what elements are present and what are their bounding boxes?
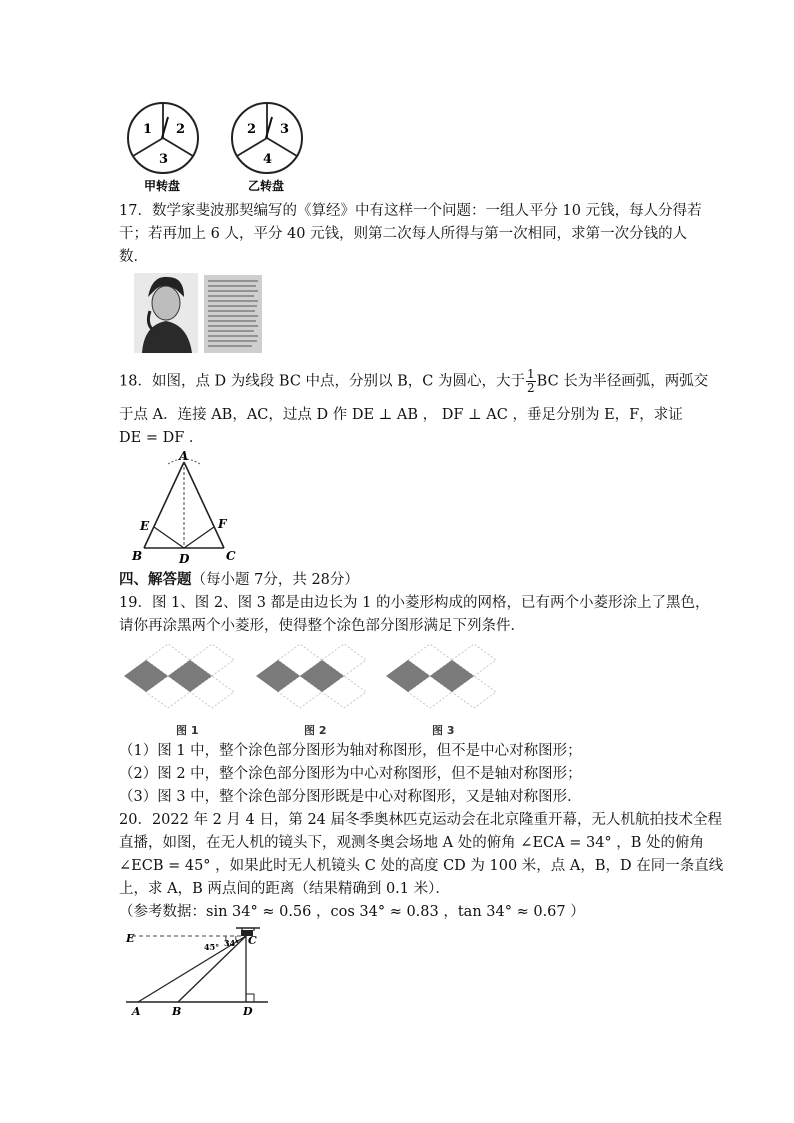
q19-grid-3 xyxy=(386,644,496,708)
spinner-jia xyxy=(128,103,198,173)
q20-line-3: ∠ECB = 45° ，如果此时无人机镜头 C 处的高度 CD 为 100 米，点 A，B，D 在同一条直线 xyxy=(119,858,724,874)
spinner-yi-sector-2: 2 xyxy=(247,122,257,137)
q20-line-1: 20．2022 年 2 月 4 日，第 24 届冬季奥林匹克运动会在北京隆重开幕，无人机航拍技术全程 xyxy=(119,812,723,828)
spinner-jia-sector-2: 2 xyxy=(176,122,186,137)
q19-fig-2-label: 图 2 xyxy=(304,724,327,737)
q18-point-a: A xyxy=(179,450,189,463)
q18-line-1a: 18．如图，点 D 为线段 BC 中点，分别以 B，C 为圆心，大于 xyxy=(119,373,525,390)
q18-point-d: D xyxy=(179,552,190,566)
q20-point-a: A xyxy=(132,1005,141,1018)
q18-point-b: B xyxy=(132,549,143,563)
spinner-yi-caption: 乙转盘 xyxy=(248,179,285,193)
fibonacci-portrait-image xyxy=(134,273,264,355)
q18-point-f: F xyxy=(218,517,227,531)
spinner-jia-sector-1: 1 xyxy=(143,122,153,137)
q20-angle-34: 34° xyxy=(224,938,240,948)
q18-frac-den: 2 xyxy=(527,381,535,395)
spinner-jia-caption: 甲转盘 xyxy=(144,179,181,193)
q19-condition-2: （2）图 2 中，整个涂色部分图形为中心对称图形，但不是轴对称图形； xyxy=(119,766,582,782)
spinner-figures xyxy=(118,100,308,196)
q19-fig-1-label: 图 1 xyxy=(176,724,199,737)
q19-grid-1 xyxy=(124,644,234,708)
spinner-yi xyxy=(232,103,302,173)
q17-line-1: 17．数学家斐波那契编写的《算经》中有这样一个问题：一组人平分 10 元钱，每人分得若 xyxy=(119,203,702,219)
section-4-note: （每小题 7分，共 28分） xyxy=(191,572,359,588)
q18-line-2: 于点 A．连接 AB，AC，过点 D 作 DE ⊥ AB ， DF ⊥ AC ，垂足分别为 E，F，求证 xyxy=(119,407,683,423)
q17-line-2: 干；若再加上 6 人，平分 40 元钱，则第二次每人所得与第一次相同，求第一次分钱的人 xyxy=(119,226,688,242)
section-4-heading xyxy=(119,569,359,591)
q20-point-b: B xyxy=(172,1005,182,1018)
q19-rhombus-grids xyxy=(122,640,502,718)
q18-line-1b: BC 长为半径画弧，两弧交 xyxy=(536,373,709,390)
q20-point-c: C xyxy=(248,934,257,947)
q20-line-4: 上，求 A，B 两点间的距离（结果精确到 0.1 米）． xyxy=(119,881,450,897)
q19-grid-2 xyxy=(256,644,366,708)
q20-drone-figure xyxy=(122,922,272,1022)
q18-line-3: DE = DF ． xyxy=(119,430,204,446)
spinner-yi-sector-4: 4 xyxy=(263,152,273,167)
q18-point-e: E xyxy=(140,519,150,533)
q19-line-1: 19．图 1、图 2、图 3 都是由边长为 1 的小菱形构成的网格，已有两个小菱形涂上了黑色， xyxy=(119,595,710,611)
q20-point-e: E xyxy=(126,932,135,945)
q20-reference-data: （参考数据：sin 34° ≈ 0.56 ，cos 34° ≈ 0.83 ，tan 34° ≈ 0.67 ） xyxy=(119,904,585,920)
q18-fraction xyxy=(526,368,536,395)
q18-frac-num: 1 xyxy=(527,367,535,381)
spinner-yi-sector-3: 3 xyxy=(280,122,290,137)
q19-fig-3-label: 图 3 xyxy=(432,724,455,737)
q19-line-2: 请你再涂黑两个小菱形，使得整个涂色部分图形满足下列条件． xyxy=(119,618,525,634)
q20-angle-45: 45° xyxy=(204,942,220,952)
q17-line-3: 数． xyxy=(119,249,148,265)
q20-point-d: D xyxy=(243,1005,253,1018)
q18-triangle-figure xyxy=(126,450,246,568)
q18-point-c: C xyxy=(226,549,236,563)
spinner-jia-sector-3: 3 xyxy=(159,152,169,167)
q19-condition-1: （1）图 1 中，整个涂色部分图形为轴对称图形，但不是中心对称图形； xyxy=(119,743,582,759)
q20-line-2: 直播，如图，在无人机的镜头下，观测冬奥会场地 A 处的俯角 ∠ECA = 34° ，B 处的俯角 xyxy=(119,835,705,851)
section-4-title: 四、解答题 xyxy=(119,571,192,588)
q18-line-1 xyxy=(119,368,708,395)
q19-condition-3: （3）图 3 中，整个涂色部分图形既是中心对称图形，又是轴对称图形． xyxy=(119,789,582,805)
